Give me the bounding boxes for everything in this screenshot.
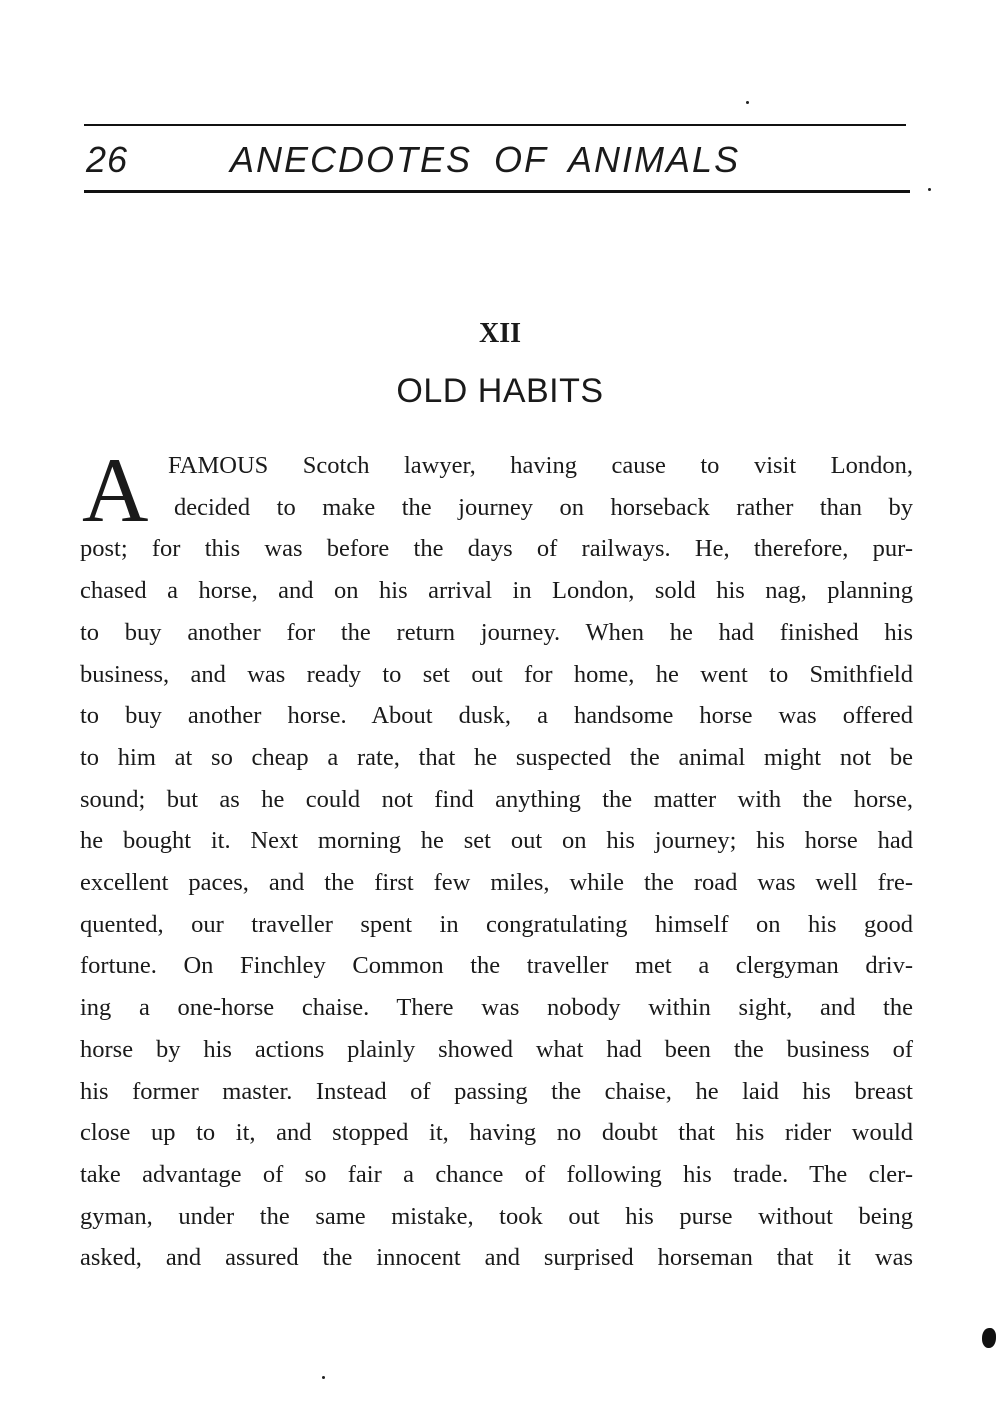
text-line: sound; but as he could not find anything the matter with the horse, [80, 785, 913, 813]
text-line: decided to make the journey on horseback rather than by [174, 493, 913, 521]
text-line: to him at so cheap a rate, that he suspected the animal might not be [80, 743, 913, 771]
text-line: quented, our traveller spent in congratulating himself on his good [80, 910, 913, 938]
text-line: fortune. On Finchley Common the traveller met a clergyman driv- [80, 952, 913, 980]
page-number: 26 [86, 139, 129, 180]
text-line: close up to it, and stopped it, having no doubt that his rider would [80, 1119, 913, 1147]
text-line: his former master. Instead of passing the chaise, he laid his breast [80, 1077, 913, 1105]
text-line: to buy another horse. About dusk, a handsome horse was offered [80, 702, 913, 730]
text-line: take advantage of so fair a chance of following his trade. The cler- [80, 1160, 913, 1188]
body-paragraph [80, 439, 913, 1286]
text-line: excellent paces, and the first few miles, while the road was well fre- [80, 869, 913, 896]
text-line: gyman, under the same mistake, took out his purse without being [80, 1202, 913, 1230]
running-head [84, 136, 906, 184]
ink-blot-ornament [982, 1328, 996, 1348]
text-line: business, and was ready to set out for home, he went to Smithfield [80, 660, 913, 688]
running-title: ANECDOTES OF ANIMALS [230, 139, 741, 180]
header-rule-bottom [84, 190, 910, 193]
scan-speck [746, 101, 749, 104]
scan-speck [322, 1376, 325, 1379]
text-line: FAMOUS Scotch lawyer, having cause to visit London, [168, 452, 913, 479]
chapter-number: XII [478, 318, 521, 349]
text-line: ing a one-horse chaise. There was nobody within sight, and the [80, 994, 913, 1022]
text-line: he bought it. Next morning he set out on his journey; his horse had [80, 827, 913, 855]
chapter-title: OLD HABITS [396, 372, 604, 410]
header-rule-top [84, 124, 906, 126]
text-line: chased a horse, and on his arrival in London, sold his nag, planning [80, 577, 913, 605]
drop-cap: A [82, 439, 149, 541]
text-line: post; for this was before the days of railways. He, therefore, pur- [80, 535, 913, 563]
text-line: asked, and assured the innocent and surprised horseman that it was [80, 1244, 913, 1272]
scan-speck [928, 188, 931, 191]
text-line: to buy another for the return journey. When he had finished his [80, 618, 913, 646]
text-line: horse by his actions plainly showed what had been the business of [80, 1035, 913, 1063]
